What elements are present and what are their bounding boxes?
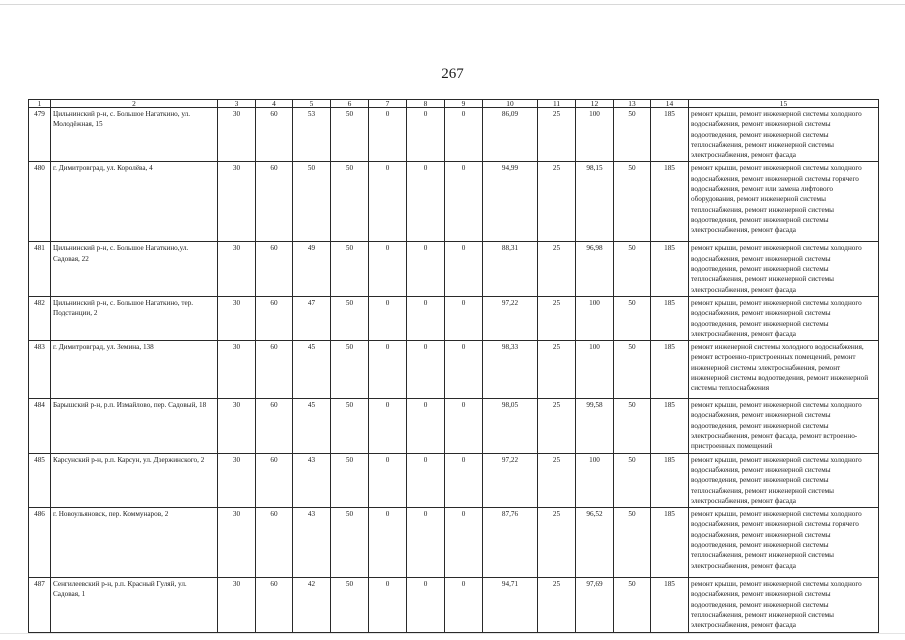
table-row <box>29 341 879 399</box>
repair-works-cell: ремонт крыши, ремонт инженерной системы холодного водоснабжения, ремонт инженерной системы горячего водоснабжения, ремонт или замена лифтового оборудования, ремонт инженерной системы теплоснабжения, ремонт инженерной системы водоотведения, ремонт инженерной системы электроснабжения, ремонт фасада <box>689 162 879 242</box>
value-cell-col-3: 30 <box>218 341 256 399</box>
row-number-cell: 487 <box>29 578 51 632</box>
value-cell-col-4: 60 <box>256 108 293 162</box>
value-cell-col-4: 60 <box>256 399 293 453</box>
value-cell-col-4: 60 <box>256 341 293 399</box>
value-cell-col-14: 185 <box>651 578 689 632</box>
value-cell-col-3: 30 <box>218 578 256 632</box>
row-number-cell: 486 <box>29 508 51 578</box>
value-cell-col-7: 0 <box>369 453 407 507</box>
value-cell-col-8: 0 <box>407 578 445 632</box>
row-number-cell: 480 <box>29 162 51 242</box>
value-cell-col-13: 50 <box>614 162 651 242</box>
column-header-row <box>29 100 879 108</box>
value-cell-col-11: 25 <box>538 508 576 578</box>
table-row <box>29 578 879 632</box>
value-cell-col-4: 60 <box>256 242 293 296</box>
value-cell-col-5: 42 <box>293 578 331 632</box>
value-cell-col-11: 25 <box>538 242 576 296</box>
value-cell-col-10: 88,31 <box>483 242 538 296</box>
address-cell: Цильнинский р-н, с. Большое Нагаткино,ул. Садовая, 22 <box>51 242 218 296</box>
row-number-cell: 484 <box>29 399 51 453</box>
row-number-cell: 485 <box>29 453 51 507</box>
value-cell-col-9: 0 <box>445 578 483 632</box>
value-cell-col-13: 50 <box>614 341 651 399</box>
value-cell-col-14: 185 <box>651 341 689 399</box>
value-cell-col-12: 100 <box>576 296 614 340</box>
repair-works-cell: ремонт крыши, ремонт инженерной системы холодного водоснабжения, ремонт инженерной системы водоотведения, ремонт инженерной системы теплоснабжения, ремонт инженерной системы электроснабжения, ремонт фасада <box>689 578 879 632</box>
repair-works-cell: ремонт крыши, ремонт инженерной системы холодного водоснабжения, ремонт инженерной системы водоотведения, ремонт инженерной системы электроснабжения, ремонт фасада, ремонт встроенно-пристроенных помещений <box>689 399 879 453</box>
value-cell-col-14: 185 <box>651 508 689 578</box>
value-cell-col-8: 0 <box>407 162 445 242</box>
value-cell-col-5: 49 <box>293 242 331 296</box>
value-cell-col-5: 53 <box>293 108 331 162</box>
column-header-11: 11 <box>538 100 576 108</box>
scan-edge-top <box>0 4 905 5</box>
repair-works-cell: ремонт крыши, ремонт инженерной системы холодного водоснабжения, ремонт инженерной системы водоотведения, ремонт инженерной системы теплоснабжения, ремонт инженерной системы электроснабжения, ремонт фасада <box>689 242 879 296</box>
column-header-3: 3 <box>218 100 256 108</box>
value-cell-col-3: 30 <box>218 399 256 453</box>
value-cell-col-5: 50 <box>293 162 331 242</box>
row-number-cell: 479 <box>29 108 51 162</box>
table-row <box>29 108 879 162</box>
column-header-4: 4 <box>256 100 293 108</box>
value-cell-col-9: 0 <box>445 108 483 162</box>
value-cell-col-11: 25 <box>538 341 576 399</box>
value-cell-col-7: 0 <box>369 399 407 453</box>
repair-works-cell: ремонт крыши, ремонт инженерной системы холодного водоснабжения, ремонт инженерной системы водоотведения, ремонт инженерной системы электроснабжения, ремонт фасада <box>689 296 879 340</box>
value-cell-col-7: 0 <box>369 162 407 242</box>
address-cell: Карсунский р-н, р.п. Карсун, ул. Дзержинского, 2 <box>51 453 218 507</box>
repair-program-table <box>28 99 879 633</box>
value-cell-col-9: 0 <box>445 399 483 453</box>
value-cell-col-7: 0 <box>369 296 407 340</box>
value-cell-col-14: 185 <box>651 162 689 242</box>
column-header-6: 6 <box>331 100 369 108</box>
value-cell-col-6: 50 <box>331 341 369 399</box>
value-cell-col-3: 30 <box>218 242 256 296</box>
value-cell-col-13: 50 <box>614 108 651 162</box>
value-cell-col-14: 185 <box>651 453 689 507</box>
value-cell-col-11: 25 <box>538 108 576 162</box>
value-cell-col-3: 30 <box>218 162 256 242</box>
value-cell-col-10: 97,22 <box>483 296 538 340</box>
column-header-13: 13 <box>614 100 651 108</box>
value-cell-col-8: 0 <box>407 296 445 340</box>
value-cell-col-9: 0 <box>445 162 483 242</box>
value-cell-col-12: 100 <box>576 341 614 399</box>
value-cell-col-13: 50 <box>614 453 651 507</box>
address-cell: Цильнинский р-н, с. Большое Нагаткино, ул. Молодёжная, 15 <box>51 108 218 162</box>
value-cell-col-9: 0 <box>445 453 483 507</box>
repair-works-cell: ремонт крыши, ремонт инженерной системы холодного водоснабжения, ремонт инженерной системы водоотведения, ремонт инженерной системы теплоснабжения, ремонт инженерной системы электроснабжения, ремонт фасада <box>689 453 879 507</box>
column-header-10: 10 <box>483 100 538 108</box>
value-cell-col-8: 0 <box>407 341 445 399</box>
value-cell-col-10: 86,09 <box>483 108 538 162</box>
value-cell-col-12: 97,69 <box>576 578 614 632</box>
value-cell-col-14: 185 <box>651 296 689 340</box>
value-cell-col-8: 0 <box>407 399 445 453</box>
column-header-8: 8 <box>407 100 445 108</box>
address-cell: г. Димитровград, ул. Земина, 138 <box>51 341 218 399</box>
value-cell-col-5: 43 <box>293 508 331 578</box>
value-cell-col-7: 0 <box>369 508 407 578</box>
column-header-2: 2 <box>51 100 218 108</box>
value-cell-col-9: 0 <box>445 508 483 578</box>
row-number-cell: 481 <box>29 242 51 296</box>
value-cell-col-5: 45 <box>293 341 331 399</box>
value-cell-col-7: 0 <box>369 242 407 296</box>
value-cell-col-7: 0 <box>369 108 407 162</box>
value-cell-col-14: 185 <box>651 242 689 296</box>
value-cell-col-10: 98,05 <box>483 399 538 453</box>
value-cell-col-10: 94,99 <box>483 162 538 242</box>
address-cell: Сенгилеевский р-н, р.п. Красный Гуляй, ул. Садовая, 1 <box>51 578 218 632</box>
value-cell-col-6: 50 <box>331 508 369 578</box>
value-cell-col-10: 87,76 <box>483 508 538 578</box>
column-header-1: 1 <box>29 100 51 108</box>
repair-works-cell: ремонт инженерной системы холодного водоснабжения, ремонт встроенно-пристроенных помещений, ремонт инженерной системы электроснабжения, ремонт инженерной системы водоотведения, ремонт инженерной системы теплоснабжения <box>689 341 879 399</box>
column-header-14: 14 <box>651 100 689 108</box>
repair-works-cell: ремонт крыши, ремонт инженерной системы холодного водоснабжения, ремонт инженерной системы горячего водоснабжения, ремонт инженерной системы водоотведения, ремонт инженерной системы теплоснабжения, ремонт инженерной системы электроснабжения, ремонт фасада <box>689 508 879 578</box>
value-cell-col-8: 0 <box>407 242 445 296</box>
value-cell-col-6: 50 <box>331 453 369 507</box>
value-cell-col-13: 50 <box>614 242 651 296</box>
value-cell-col-6: 50 <box>331 578 369 632</box>
value-cell-col-9: 0 <box>445 296 483 340</box>
address-cell: г. Новоульяновск, пер. Коммунаров, 2 <box>51 508 218 578</box>
value-cell-col-12: 98,15 <box>576 162 614 242</box>
value-cell-col-11: 25 <box>538 399 576 453</box>
value-cell-col-9: 0 <box>445 341 483 399</box>
value-cell-col-6: 50 <box>331 242 369 296</box>
table-row <box>29 162 879 242</box>
value-cell-col-4: 60 <box>256 578 293 632</box>
value-cell-col-11: 25 <box>538 578 576 632</box>
table-row <box>29 508 879 578</box>
value-cell-col-6: 50 <box>331 162 369 242</box>
value-cell-col-5: 45 <box>293 399 331 453</box>
value-cell-col-4: 60 <box>256 453 293 507</box>
value-cell-col-9: 0 <box>445 242 483 296</box>
value-cell-col-3: 30 <box>218 296 256 340</box>
value-cell-col-5: 43 <box>293 453 331 507</box>
column-header-12: 12 <box>576 100 614 108</box>
row-number-cell: 482 <box>29 296 51 340</box>
address-cell: г. Димитровград, ул. Королёва, 4 <box>51 162 218 242</box>
value-cell-col-13: 50 <box>614 508 651 578</box>
value-cell-col-8: 0 <box>407 508 445 578</box>
column-header-5: 5 <box>293 100 331 108</box>
value-cell-col-7: 0 <box>369 578 407 632</box>
value-cell-col-10: 97,22 <box>483 453 538 507</box>
table-row <box>29 242 879 296</box>
value-cell-col-10: 94,71 <box>483 578 538 632</box>
value-cell-col-13: 50 <box>614 578 651 632</box>
value-cell-col-7: 0 <box>369 341 407 399</box>
value-cell-col-11: 25 <box>538 453 576 507</box>
page-number: 267 <box>441 66 464 82</box>
address-cell: Барышский р-н, р.п. Измайлово, пер. Садовый, 18 <box>51 399 218 453</box>
value-cell-col-14: 185 <box>651 108 689 162</box>
value-cell-col-3: 30 <box>218 453 256 507</box>
value-cell-col-6: 50 <box>331 108 369 162</box>
address-cell: Цильнинский р-н, с. Большое Нагаткино, тер. Подстанции, 2 <box>51 296 218 340</box>
value-cell-col-6: 50 <box>331 296 369 340</box>
table-row <box>29 399 879 453</box>
value-cell-col-14: 185 <box>651 399 689 453</box>
value-cell-col-3: 30 <box>218 108 256 162</box>
value-cell-col-6: 50 <box>331 399 369 453</box>
value-cell-col-12: 100 <box>576 108 614 162</box>
value-cell-col-5: 47 <box>293 296 331 340</box>
value-cell-col-12: 96,98 <box>576 242 614 296</box>
value-cell-col-13: 50 <box>614 296 651 340</box>
value-cell-col-12: 96,52 <box>576 508 614 578</box>
value-cell-col-4: 60 <box>256 162 293 242</box>
repair-works-cell: ремонт крыши, ремонт инженерной системы холодного водоснабжения, ремонт инженерной системы водоотведения, ремонт инженерной системы теплоснабжения, ремонт инженерной системы электроснабжения, ремонт фасада <box>689 108 879 162</box>
column-header-9: 9 <box>445 100 483 108</box>
value-cell-col-10: 98,33 <box>483 341 538 399</box>
value-cell-col-12: 99,58 <box>576 399 614 453</box>
value-cell-col-12: 100 <box>576 453 614 507</box>
value-cell-col-3: 30 <box>218 508 256 578</box>
column-header-15: 15 <box>689 100 879 108</box>
table-row <box>29 453 879 507</box>
value-cell-col-4: 60 <box>256 508 293 578</box>
scan-edge-bottom <box>0 633 905 634</box>
column-header-7: 7 <box>369 100 407 108</box>
table-row <box>29 296 879 340</box>
value-cell-col-13: 50 <box>614 399 651 453</box>
value-cell-col-4: 60 <box>256 296 293 340</box>
table-body <box>29 100 879 633</box>
value-cell-col-11: 25 <box>538 296 576 340</box>
row-number-cell: 483 <box>29 341 51 399</box>
value-cell-col-8: 0 <box>407 453 445 507</box>
value-cell-col-11: 25 <box>538 162 576 242</box>
value-cell-col-8: 0 <box>407 108 445 162</box>
